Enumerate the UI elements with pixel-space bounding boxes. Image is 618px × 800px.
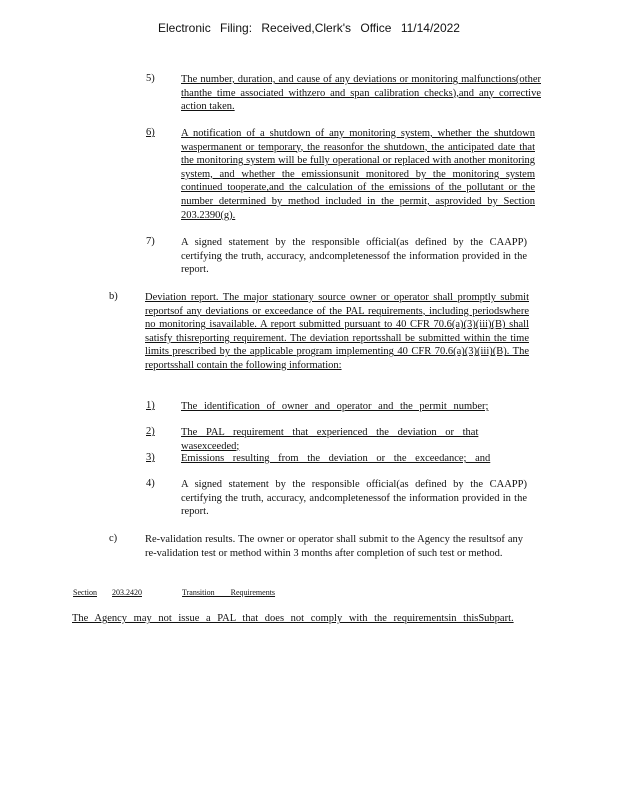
item-text: Deviation report. The major stationary source owner or operator shall promptly submit reportsof any deviations or exceedance of the PAL requirements, including periodswhere no monitoring isavailable. A report submitted pursuant to 40 CFR 70.6(a)(3)(iii)(B) shall satisfy thisreporting requirement. The deviation reportsshall be submitted within the time limits prescribed by the applicable program implementing 40 CFR 70.6(a)(3)(iii)(B). The reportsshall contain the following information: bbox=[145, 292, 529, 371]
item-number: 3) bbox=[146, 452, 155, 463]
section-title: Transition Requirements bbox=[182, 588, 276, 597]
item-number: 6) bbox=[146, 127, 155, 138]
item-number: 7) bbox=[146, 236, 155, 247]
item-number: c) bbox=[109, 533, 118, 544]
item-text: A signed statement by the responsible official(as defined by the CAAPP) certifying the truth, accuracy, andcompletenessof the information provided in the report. bbox=[181, 237, 527, 276]
item-text: Re-validation results. The owner or operator shall submit to the Agency the resultsof any re-validation test or method within 3 months after completion of such test or method. bbox=[145, 534, 523, 559]
filing-header: Electronic Filing: Received,Clerk's Office 11/14/2022 bbox=[158, 21, 460, 35]
item-number: 2) bbox=[146, 426, 155, 437]
section-heading bbox=[0, 588, 618, 600]
item-text: The identification of owner and operator and the permit number; bbox=[181, 401, 489, 412]
item-number: 4) bbox=[146, 478, 155, 489]
item-number: 1) bbox=[146, 400, 155, 411]
item-text: A signed statement by the responsible official(as defined by the CAAPP) certifying the truth, accuracy, andcompletenessof the information provided in the report. bbox=[181, 479, 527, 518]
item-text: The PAL requirement that experienced the deviation or that wasexceeded; bbox=[181, 427, 479, 452]
section-label: Section bbox=[73, 588, 97, 597]
item-text: Emissions resulting from the deviation or the exceedance; and bbox=[181, 453, 491, 464]
closing-paragraph: The Agency may not issue a PAL that does not comply with the requirementsin thisSubpart. bbox=[72, 613, 514, 624]
item-number: 5) bbox=[146, 73, 155, 84]
section-number: 203.2420 bbox=[112, 588, 142, 597]
item-text: A notification of a shutdown of any monitoring system, whether the shutdown waspermanent or temporary, the reasonfor the shutdown, the anticipated date that the monitoring system will be fully operational or replaced with another monitoring system, and whether the emissionsunit monitored by the monitoring system continued tooperate,and the calculation of the emissions of the pollutant or the number determined by method included in the permit, asprovided by Section 203.2390(g). bbox=[181, 128, 535, 221]
item-text: The number, duration, and cause of any deviations or monitoring malfunctions(other thanthe time associated withzero and span calibration checks),and any corrective action taken. bbox=[181, 74, 541, 113]
item-number: b) bbox=[109, 291, 118, 302]
